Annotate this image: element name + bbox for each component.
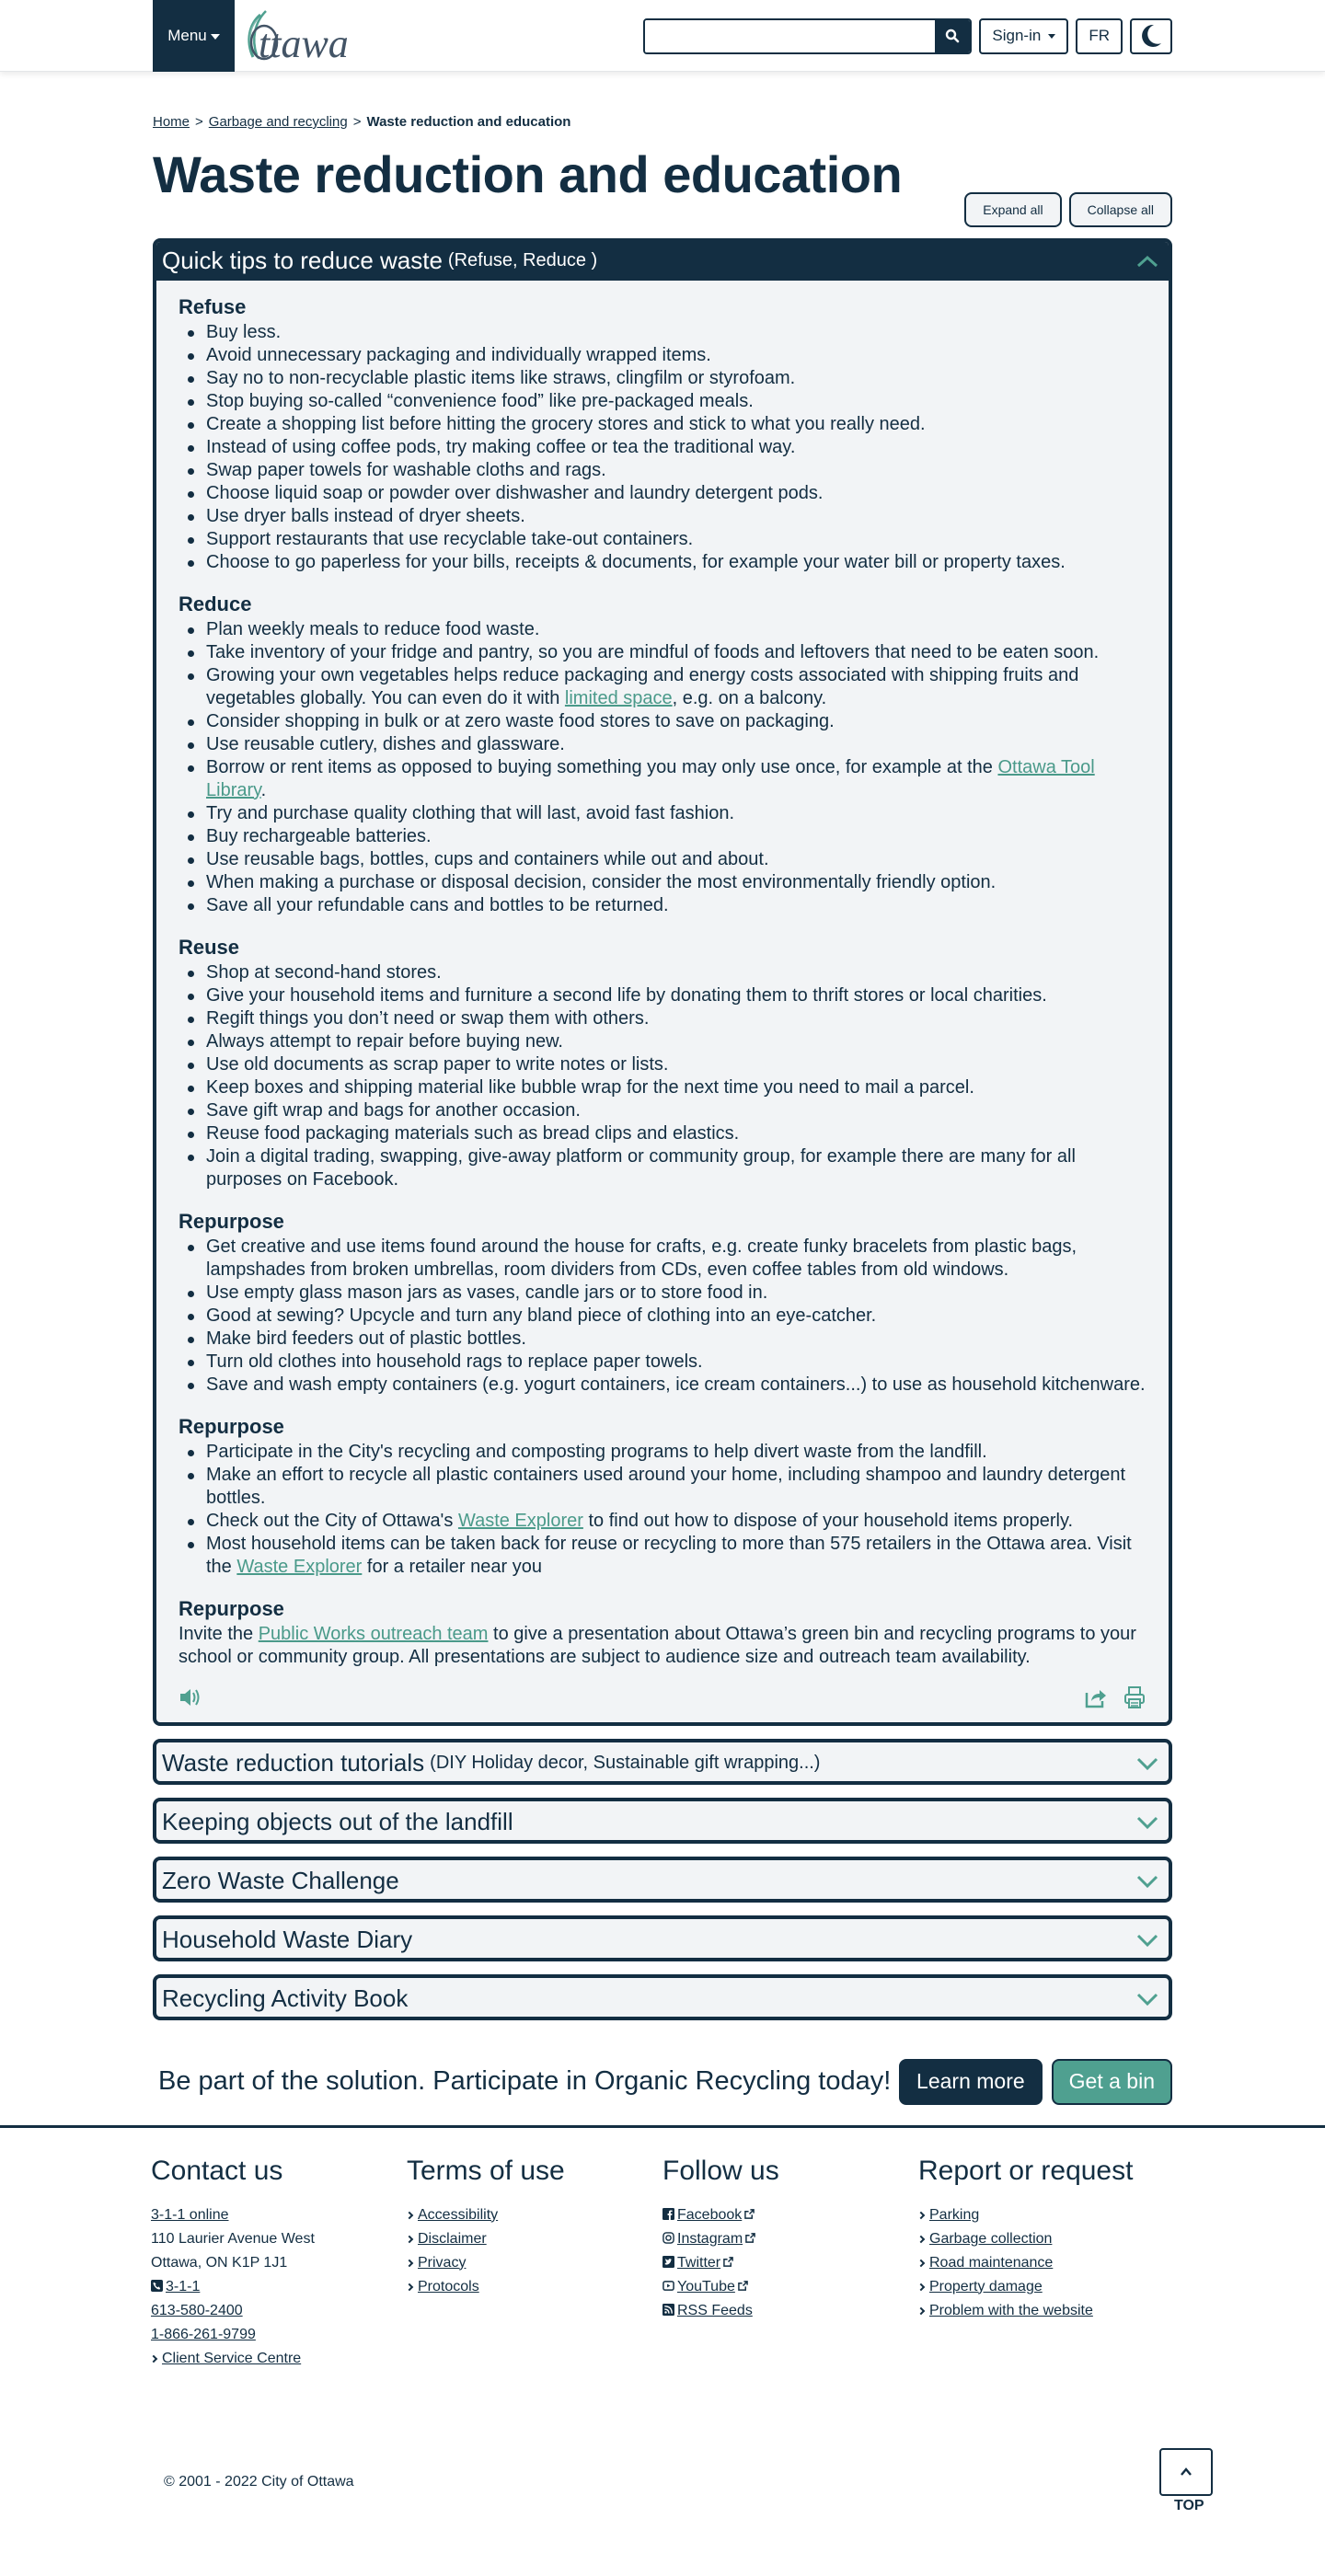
accordion-tools	[179, 1684, 1146, 1711]
list-item: Always attempt to repair before buying new.	[184, 1030, 1146, 1053]
accordion-header[interactable]	[156, 1860, 1169, 1903]
footer-divider	[0, 2125, 1325, 2128]
collapse-all-button[interactable]: Collapse all	[1069, 192, 1172, 227]
breadcrumb-home[interactable]: Home	[153, 114, 190, 130]
section-heading-repurpose: Repurpose	[179, 1596, 284, 1620]
copyright-bar	[151, 2426, 1204, 2513]
chevron-right-icon	[150, 2354, 157, 2362]
section-heading-repurpose: Repurpose	[179, 1414, 284, 1438]
chevron-down-icon	[1135, 1992, 1159, 2007]
list-item: Save gift wrap and bags for another occasion.	[184, 1099, 1146, 1122]
accordion-household-waste-diary	[153, 1915, 1172, 1961]
footer-terms	[407, 2156, 662, 2371]
accordion-body-quick-tips	[156, 281, 1169, 1722]
item-text: Borrow or rent items as opposed to buying something you may only use once, for example at the	[206, 756, 998, 777]
list-item	[184, 1510, 1146, 1533]
reuse-list	[179, 961, 1146, 1191]
list-item: Use old documents as scrap paper to write notes or lists.	[184, 1053, 1146, 1076]
list-item: Good at sewing? Upcycle and turn any bland piece of clothing into an eye-catcher.	[184, 1305, 1146, 1328]
item-text: for a retailer near you	[362, 1556, 542, 1577]
accordion-subtitle: (Refuse, Reduce )	[447, 250, 598, 271]
accordion-title: Keeping objects out of the landfill	[162, 1808, 513, 1836]
youtube-icon	[662, 2280, 674, 2292]
chevron-down-icon	[1135, 1874, 1159, 1889]
list-item: Use dryer balls instead of dryer sheets.	[184, 505, 1146, 528]
external-link-icon	[723, 2257, 733, 2267]
ottawa-tool-library-link[interactable]: Ottawa Tool Library	[206, 756, 1095, 800]
external-link-icon	[738, 2281, 748, 2291]
accordion-header[interactable]	[156, 1742, 1169, 1785]
parking-link[interactable]: Parking	[929, 2206, 980, 2223]
address-line: Ottawa, ON K1P 1J1	[151, 2254, 288, 2271]
list-item: Give your household items and furniture a second life by donating them to thrift stores or local charities.	[184, 984, 1146, 1007]
breadcrumb-separator: >	[352, 114, 362, 130]
footer-heading: Contact us	[151, 2155, 283, 2186]
main-content	[153, 114, 1172, 2107]
ottawa-logo-icon	[240, 7, 360, 64]
website-problem-link[interactable]: Problem with the website	[929, 2302, 1093, 2318]
accordion-keeping-objects	[153, 1798, 1172, 1844]
item-text: Most household items can be taken back for reuse or recycling to more than 575 retailers in the Ottawa area. Visit the	[206, 1533, 1132, 1577]
list-item: Choose liquid soap or powder over dishwasher and laundry detergent pods.	[184, 482, 1146, 505]
limited-space-link[interactable]: limited space	[564, 687, 673, 708]
breadcrumb-current: Waste reduction and education	[366, 114, 571, 130]
phone-link[interactable]: 613-580-2400	[151, 2302, 243, 2318]
repurpose-recycling-list	[179, 1441, 1146, 1579]
phone-311-link[interactable]: 3-1-1	[166, 2278, 201, 2294]
item-text: to find out how to dispose of your household items properly.	[582, 1510, 1074, 1531]
chevron-down-icon	[1135, 1756, 1159, 1771]
svg-text:ttawa: ttawa	[259, 21, 349, 64]
chevron-right-icon	[917, 2259, 925, 2266]
311-online-link[interactable]: 3-1-1 online	[151, 2206, 229, 2223]
list-item: Create a shopping list before hitting the grocery stores and stick to what you really need.	[184, 413, 1146, 436]
list-item: Shop at second-hand stores.	[184, 961, 1146, 984]
list-item: Use empty glass mason jars as vases, candle jars or to store food in.	[184, 1282, 1146, 1305]
list-item: Participate in the City's recycling and composting programs to help divert waste from the landfill.	[184, 1441, 1146, 1464]
accordion-header[interactable]	[156, 1919, 1169, 1961]
paragraph-text: Invite the	[179, 1623, 259, 1644]
accordion-title: Waste reduction tutorials	[162, 1749, 425, 1777]
item-text: .	[260, 779, 267, 800]
item-text: Check out the City of Ottawa's	[206, 1510, 458, 1531]
chevron-right-icon	[917, 2235, 925, 2242]
list-item: Make bird feeders out of plastic bottles.	[184, 1328, 1146, 1351]
search-box	[643, 18, 972, 54]
list-item: When making a purchase or disposal decision, consider the most environmentally friendly option.	[184, 871, 1146, 894]
list-item: Buy rechargeable batteries.	[184, 825, 1146, 848]
waste-explorer-link[interactable]: Waste Explorer	[236, 1556, 363, 1577]
privacy-link[interactable]: Privacy	[418, 2254, 467, 2271]
public-works-outreach-link[interactable]: Public Works outreach team	[258, 1623, 489, 1644]
rss-icon	[662, 2304, 674, 2316]
organic-recycling-cta	[153, 2057, 1172, 2107]
search-button[interactable]	[935, 20, 970, 52]
instagram-link[interactable]: Instagram	[677, 2230, 743, 2247]
list-item: Turn old clothes into household rags to replace paper towels.	[184, 1351, 1146, 1374]
breadcrumb-separator: >	[195, 114, 203, 130]
chevron-right-icon	[406, 2283, 413, 2290]
menu-button[interactable]	[153, 0, 235, 72]
list-item: Get creative and use items found around the house for crafts, e.g. create funky bracelets from plastic bags, lampshades from broken umbrellas, room dividers from CDs, even coffee tables from old windows.	[184, 1236, 1146, 1282]
chevron-right-icon	[406, 2211, 413, 2218]
footer-heading: Report or request	[918, 2155, 1134, 2186]
rss-feeds-link[interactable]: RSS Feeds	[677, 2302, 753, 2318]
accordion-title: Household Waste Diary	[162, 1926, 413, 1954]
chevron-right-icon	[406, 2259, 413, 2266]
accordion-waste-reduction-tutorials	[153, 1739, 1172, 1785]
search-icon	[945, 29, 960, 43]
external-link-icon	[745, 2233, 755, 2243]
list-item: Save all your refundable cans and bottles to be returned.	[184, 894, 1146, 917]
language-label: FR	[1089, 27, 1110, 44]
site-footer	[151, 2156, 1174, 2371]
chevron-right-icon	[917, 2211, 925, 2218]
accordion-title: Zero Waste Challenge	[162, 1867, 399, 1895]
twitter-icon	[662, 2256, 674, 2268]
list-item: Reuse food packaging materials such as bread clips and elastics.	[184, 1122, 1146, 1145]
accordion-subtitle: (DIY Holiday decor, Sustainable gift wrapping...)	[430, 1753, 821, 1774]
caret-down-icon	[1048, 34, 1055, 39]
list-item	[184, 1533, 1146, 1579]
list-item: Avoid unnecessary packaging and individually wrapped items.	[184, 344, 1146, 367]
list-item: Take inventory of your fridge and pantry, so you are mindful of foods and leftovers that need to be eaten soon.	[184, 641, 1146, 664]
road-maintenance-link[interactable]: Road maintenance	[929, 2254, 1054, 2271]
copyright-text: © 2001 - 2022 City of Ottawa	[164, 2473, 354, 2490]
accordion-header[interactable]	[156, 1801, 1169, 1844]
youtube-link[interactable]: YouTube	[677, 2278, 735, 2294]
chevron-down-icon	[1135, 1815, 1159, 1830]
signin-label: Sign-in	[992, 27, 1042, 44]
reduce-list	[179, 618, 1146, 917]
list-item: Save and wash empty containers (e.g. yogurt containers, ice cream containers...) to use as household kitchenware.	[184, 1374, 1146, 1397]
refuse-list	[179, 321, 1146, 574]
client-service-centre-link[interactable]: Client Service Centre	[162, 2350, 302, 2366]
address-line: 110 Laurier Avenue West	[151, 2230, 315, 2247]
facebook-link[interactable]: Facebook	[677, 2206, 743, 2223]
chevron-down-icon	[1135, 1933, 1159, 1948]
item-text: Growing your own vegetables helps reduce packaging and energy costs associated with shipping fruits and vegetables globally. You can even do it with	[206, 664, 1079, 708]
protocols-link[interactable]: Protocols	[418, 2278, 479, 2294]
garbage-collection-link[interactable]: Garbage collection	[929, 2230, 1053, 2247]
accessibility-link[interactable]: Accessibility	[418, 2206, 499, 2223]
external-link-icon	[744, 2209, 755, 2219]
signin-button[interactable]	[979, 18, 1068, 54]
dark-mode-toggle[interactable]	[1130, 18, 1172, 54]
get-a-bin-button[interactable]: Get a bin	[1052, 2059, 1172, 2105]
property-damage-link[interactable]: Property damage	[929, 2278, 1043, 2294]
waste-explorer-link[interactable]: Waste Explorer	[457, 1510, 583, 1531]
instagram-icon	[662, 2232, 674, 2244]
list-item: Say no to non-recyclable plastic items like straws, clingfilm or styrofoam.	[184, 367, 1146, 390]
footer-heading: Terms of use	[407, 2155, 565, 2186]
share-icon[interactable]	[1084, 1685, 1108, 1709]
moon-icon	[1139, 23, 1163, 49]
breadcrumb	[153, 114, 1172, 130]
disclaimer-link[interactable]: Disclaimer	[418, 2230, 487, 2247]
footer-heading: Follow us	[662, 2155, 779, 2186]
section-heading-reduce: Reduce	[179, 592, 252, 615]
page-title: Waste reduction and education	[153, 145, 903, 203]
menu-label: Menu	[167, 27, 207, 44]
repurpose-list	[179, 1236, 1146, 1397]
list-item: Keep boxes and shipping material like bubble wrap for the next time you need to mail a parcel.	[184, 1076, 1146, 1099]
list-item: Choose to go paperless for your bills, receipts & documents, for example your water bill or property taxes.	[184, 551, 1146, 574]
section-heading-repurpose: Repurpose	[179, 1209, 284, 1233]
list-item: Stop buying so-called “convenience food” like pre-packaged meals.	[184, 390, 1146, 413]
list-item: Swap paper towels for washable cloths and rags.	[184, 459, 1146, 482]
chevron-up-icon	[1135, 254, 1159, 269]
print-icon[interactable]	[1123, 1685, 1146, 1709]
back-to-top-button[interactable]	[1159, 2448, 1213, 2513]
facebook-icon	[662, 2208, 674, 2220]
list-item: Instead of using coffee pods, try making coffee or tea the traditional way.	[184, 436, 1146, 459]
list-item: Make an effort to recycle all plastic containers used around your home, including shampoo and laundry detergent bottles.	[184, 1464, 1146, 1510]
section-heading-refuse: Refuse	[179, 294, 247, 318]
outreach-paragraph	[179, 1623, 1146, 1669]
phone-tollfree-link[interactable]: 1-866-261-9799	[151, 2326, 256, 2342]
search-input[interactable]	[645, 20, 935, 52]
language-toggle-button[interactable]	[1076, 18, 1123, 54]
list-item	[184, 664, 1146, 710]
list-item	[184, 756, 1146, 802]
list-item: Support restaurants that use recyclable take-out containers.	[184, 528, 1146, 551]
chevron-right-icon	[406, 2235, 413, 2242]
list-item: Regift things you don’t need or swap them with others.	[184, 1007, 1146, 1030]
accordion-recycling-activity-book	[153, 1974, 1172, 2020]
breadcrumb-garbage-recycling[interactable]: Garbage and recycling	[208, 114, 348, 130]
list-item: Use reusable bags, bottles, cups and containers while out and about.	[184, 848, 1146, 871]
list-item: Try and purchase quality clothing that will last, avoid fast fashion.	[184, 802, 1146, 825]
list-item: Plan weekly meals to reduce food waste.	[184, 618, 1146, 641]
accordion-quick-tips	[153, 238, 1172, 1726]
footer-report	[918, 2156, 1174, 2371]
chevron-right-icon	[917, 2283, 925, 2290]
expand-all-button[interactable]: Expand all	[964, 192, 1061, 227]
caret-down-icon	[211, 34, 220, 40]
chevron-right-icon	[917, 2306, 925, 2314]
footer-contact	[151, 2156, 407, 2371]
cta-message: Be part of the solution. Participate in Organic Recycling today!	[158, 2066, 892, 2097]
chevron-up-icon	[1180, 2467, 1192, 2477]
accordion-title: Recycling Activity Book	[162, 1984, 409, 2013]
accordion-header[interactable]	[156, 1978, 1169, 2020]
accordion-header-quick-tips[interactable]	[156, 242, 1169, 281]
accordion-zero-waste-challenge	[153, 1857, 1172, 1903]
footer-follow	[662, 2156, 918, 2371]
item-text: , e.g. on a balcony.	[672, 687, 827, 708]
speaker-icon[interactable]	[179, 1686, 202, 1708]
section-heading-reuse: Reuse	[179, 935, 240, 959]
list-item: Buy less.	[184, 321, 1146, 344]
paragraph-text: to give a presentation about Ottawa’s green bin and recycling programs to your school or community group. All presentations are subject to audience size and outreach team availability.	[179, 1623, 1136, 1667]
accordion-title: Quick tips to reduce waste	[162, 247, 443, 275]
list-item: Consider shopping in bulk or at zero waste food stores to save on packaging.	[184, 710, 1146, 733]
phone-icon	[151, 2280, 163, 2292]
learn-more-button[interactable]: Learn more	[899, 2059, 1043, 2105]
twitter-link[interactable]: Twitter	[677, 2254, 721, 2271]
list-item: Use reusable cutlery, dishes and glassware.	[184, 733, 1146, 756]
top-label: TOP	[1174, 2497, 1204, 2513]
list-item: Join a digital trading, swapping, give-away platform or community group, for example there are many for all purposes on Facebook.	[184, 1145, 1146, 1191]
ottawa-logo[interactable]	[240, 6, 360, 66]
site-header	[0, 0, 1325, 72]
